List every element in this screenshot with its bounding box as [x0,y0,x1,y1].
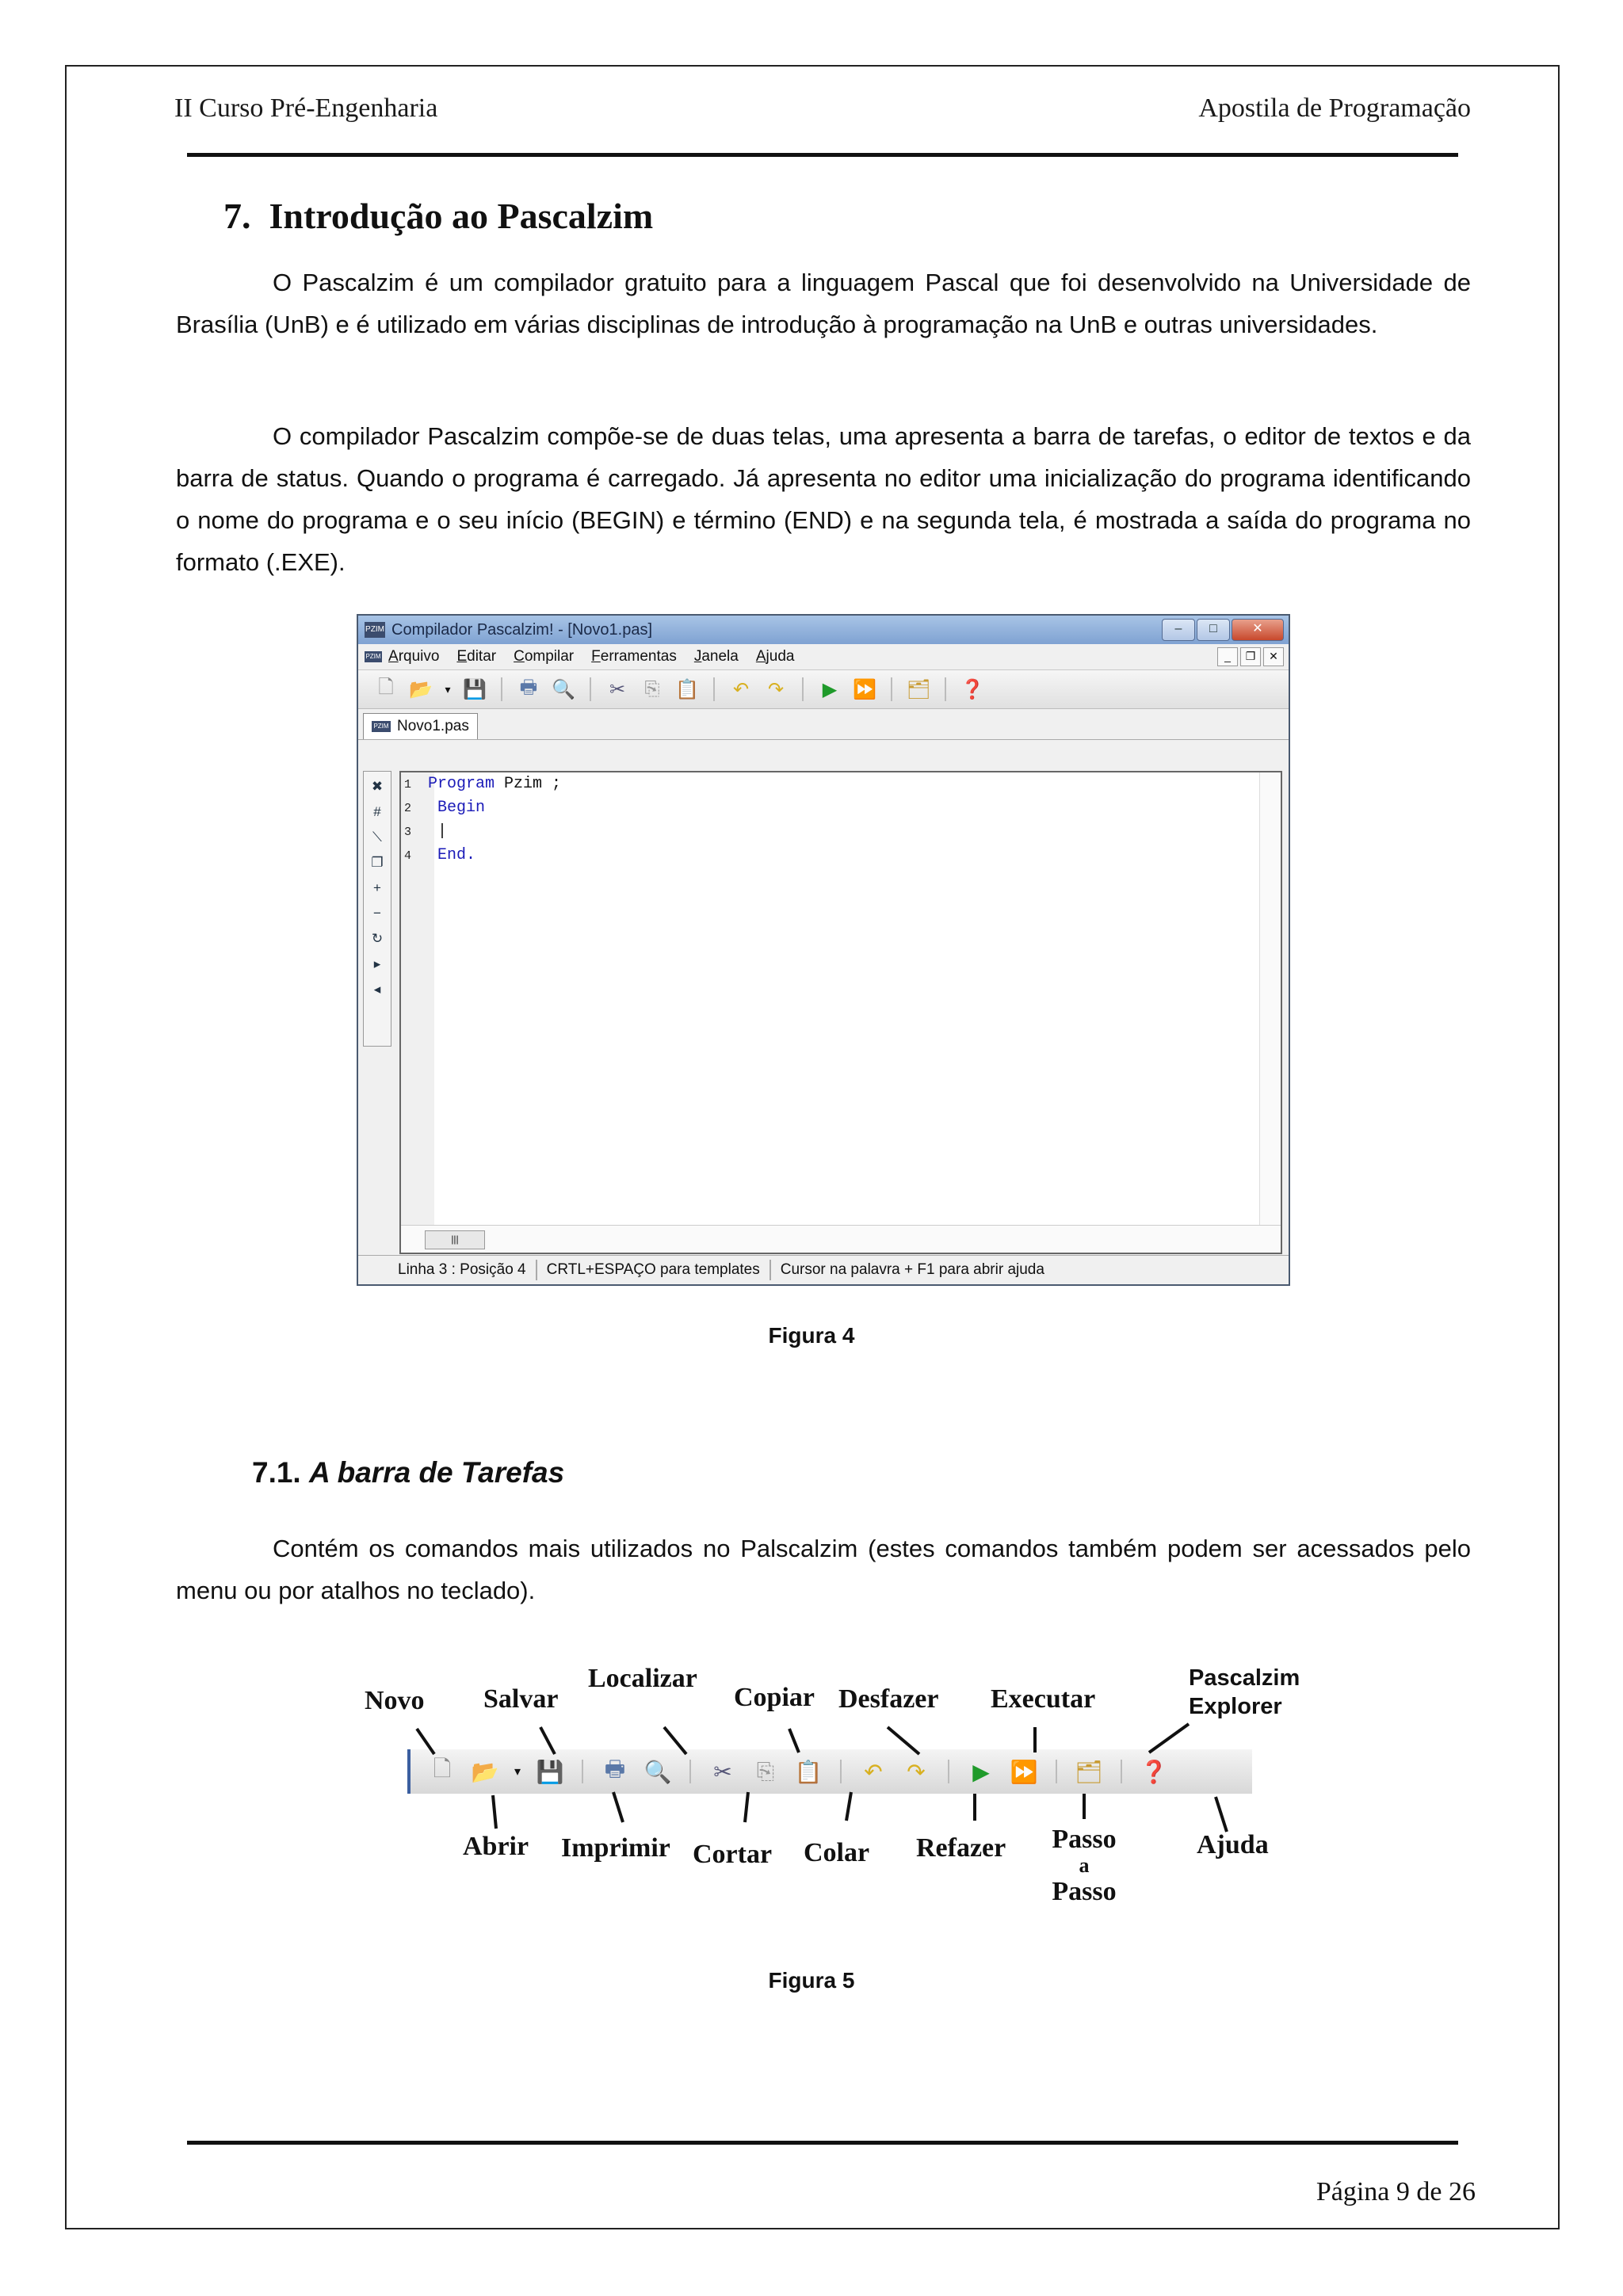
label-novo: Novo [365,1686,425,1715]
label-pascalzim-explorer [1189,1664,1300,1721]
label-copiar: Copiar [734,1683,815,1712]
refresh-icon[interactable]: ↻ [371,931,384,946]
save-disk-icon[interactable]: 💾 [463,678,487,700]
scroll-thumb[interactable]: ||| [425,1230,485,1249]
file-tab-icon: PZIM [372,721,391,732]
menu-janela[interactable]: Janela [693,648,739,665]
status-help: Cursor na palavra + F1 para abrir ajuda [780,1261,1044,1278]
print-icon[interactable]: 🖶 [519,676,538,698]
print-icon: 🖶 [604,1756,626,1781]
menu-editar[interactable]: Editar [456,648,497,665]
copy-icon: ⎘ [756,1758,775,1783]
copy-icon[interactable]: ⎘ [644,678,660,700]
new-file-icon[interactable]: 🗋 [378,676,394,698]
dropdown-arrow-icon: ▾ [514,1765,521,1779]
figure-5-caption: Figura 5 [768,1968,855,1993]
label-localizar: Localizar [588,1664,697,1693]
explorer-icon[interactable]: 🗂 [906,678,931,700]
open-folder-icon: 📂 [471,1759,499,1784]
label-pascalzim: Pascalzim [1189,1665,1300,1691]
footer-rule [187,2141,1458,2145]
label-ajuda: Ajuda [1197,1830,1269,1859]
subsection-number: 7.1. [252,1456,301,1489]
pzim-app-icon: PZIM [365,622,385,638]
menu-arquivo[interactable]: Arquivo [388,648,440,665]
paragraph-1-text: O Pascalzim é um compilador gratuito para a linguagem Pascal que foi desenvolvido na Universidade de Brasília (UnB) e é utilizado em várias disciplinas de introdução à programação na UnB e outras universidades. [176,269,1471,338]
paragraph-2-text: O compilador Pascalzim compõe-se de duas telas, uma apresenta a barra de tarefas, o editor de textos e da barra de status. Quando o programa é carregado. Já apresenta no editor uma inicialização do programa identificando o nome do programa e o seu início (BEGIN) e término (END) e na segunda tela, é mostrada a saída do programa no formato (.EXE). [176,422,1471,576]
run-icon[interactable]: ▶ [822,678,838,700]
mdi-close-button[interactable]: ✕ [1263,647,1284,666]
cut-icon[interactable]: ✂ [609,678,626,700]
label-explorer: Explorer [1189,1694,1282,1719]
code-line: 2 Begin [404,799,486,817]
minimize-button[interactable]: – [1162,619,1195,641]
label-imprimir: Imprimir [561,1833,670,1863]
find-icon: 🔍 [643,1759,672,1784]
step-icon[interactable]: ⏩ [853,678,876,700]
code-line: 4 End. [404,846,476,864]
label-passo-a: a [1079,1854,1090,1877]
step-icon: ⏩ [1010,1759,1038,1784]
undo-icon: ↶ [864,1759,883,1784]
maximize-button[interactable]: □ [1197,619,1230,641]
help-icon: ❓ [1140,1759,1168,1784]
arrow-left-icon[interactable]: ◂ [373,982,381,997]
menu-compilar[interactable]: Compilar [514,648,575,665]
header-course: II Curso Pré-Engenharia [174,93,438,123]
header-title: Apostila de Programação [1198,93,1471,123]
redo-icon: ↷ [907,1759,926,1784]
page-number: Página 9 de 26 [1316,2177,1476,2206]
help-icon[interactable]: ❓ [960,678,984,700]
find-icon[interactable]: 🔍 [552,678,575,700]
figure-4-caption: Figura 4 [768,1323,855,1348]
label-abrir: Abrir [463,1832,529,1861]
undo-icon[interactable]: ↶ [732,678,750,700]
section-title: Introdução ao Pascalzim [269,196,654,236]
new-file-icon: 🗋 [433,1756,452,1781]
hash-icon[interactable]: # [373,804,381,819]
label-cortar: Cortar [693,1840,773,1869]
close-x-icon[interactable]: ✖ [371,779,384,794]
close-button[interactable]: ✕ [1232,619,1284,641]
paste-icon[interactable]: 📋 [675,678,699,700]
window-title: Compilador Pascalzim! - [Novo1.pas] [391,620,653,639]
label-colar: Colar [804,1838,870,1867]
save-disk-icon: 💾 [536,1759,564,1784]
label-desfazer: Desfazer [838,1684,939,1714]
menu-ferramentas[interactable]: Ferramentas [591,648,677,665]
redo-icon[interactable]: ↷ [767,678,785,700]
tab-label: Novo1.pas [397,718,469,734]
mdi-restore-button[interactable]: ❐ [1240,647,1261,666]
section-number: 7. [223,196,251,236]
explorer-icon: 🗂 [1075,1759,1103,1784]
label-executar: Executar [991,1684,1096,1714]
label-passo-a-passo [1044,1824,1124,1908]
plus-icon[interactable]: + [373,880,381,895]
subsection-title: A barra de Tarefas [309,1456,565,1489]
status-templates: CRTL+ESPAÇO para templates [537,1260,771,1280]
cut-icon: ✂ [713,1759,732,1784]
diagonal-icon[interactable]: ⟍ [372,830,382,845]
code-line: 1 Program Pzim ; [404,775,562,793]
label-salvar: Salvar [483,1684,559,1714]
code-line: 3 | [404,822,448,841]
label-refazer: Refazer [916,1833,1006,1863]
label-passo-2: Passo [1052,1877,1117,1906]
paragraph-3-text: Contém os comandos mais utilizados no Palscalzim (estes comandos também podem ser acessados pelo menu ou por atalhos no teclado). [176,1535,1471,1604]
paste-icon: 📋 [794,1759,823,1784]
arrow-right-icon[interactable]: ▸ [373,956,381,971]
windows-icon[interactable]: ❐ [371,855,384,870]
label-passo-1: Passo [1052,1825,1117,1854]
dropdown-arrow-icon[interactable]: ▾ [445,682,451,696]
open-folder-icon[interactable]: 📂 [409,678,433,700]
minus-icon[interactable]: − [373,906,381,921]
menu-ajuda[interactable]: Ajuda [755,648,795,665]
mdi-minimize-button[interactable]: _ [1217,647,1238,666]
status-position: Linha 3 : Posição 4 [358,1260,537,1280]
run-icon: ▶ [972,1759,990,1784]
pzim-menu-icon: PZIM [365,651,382,662]
